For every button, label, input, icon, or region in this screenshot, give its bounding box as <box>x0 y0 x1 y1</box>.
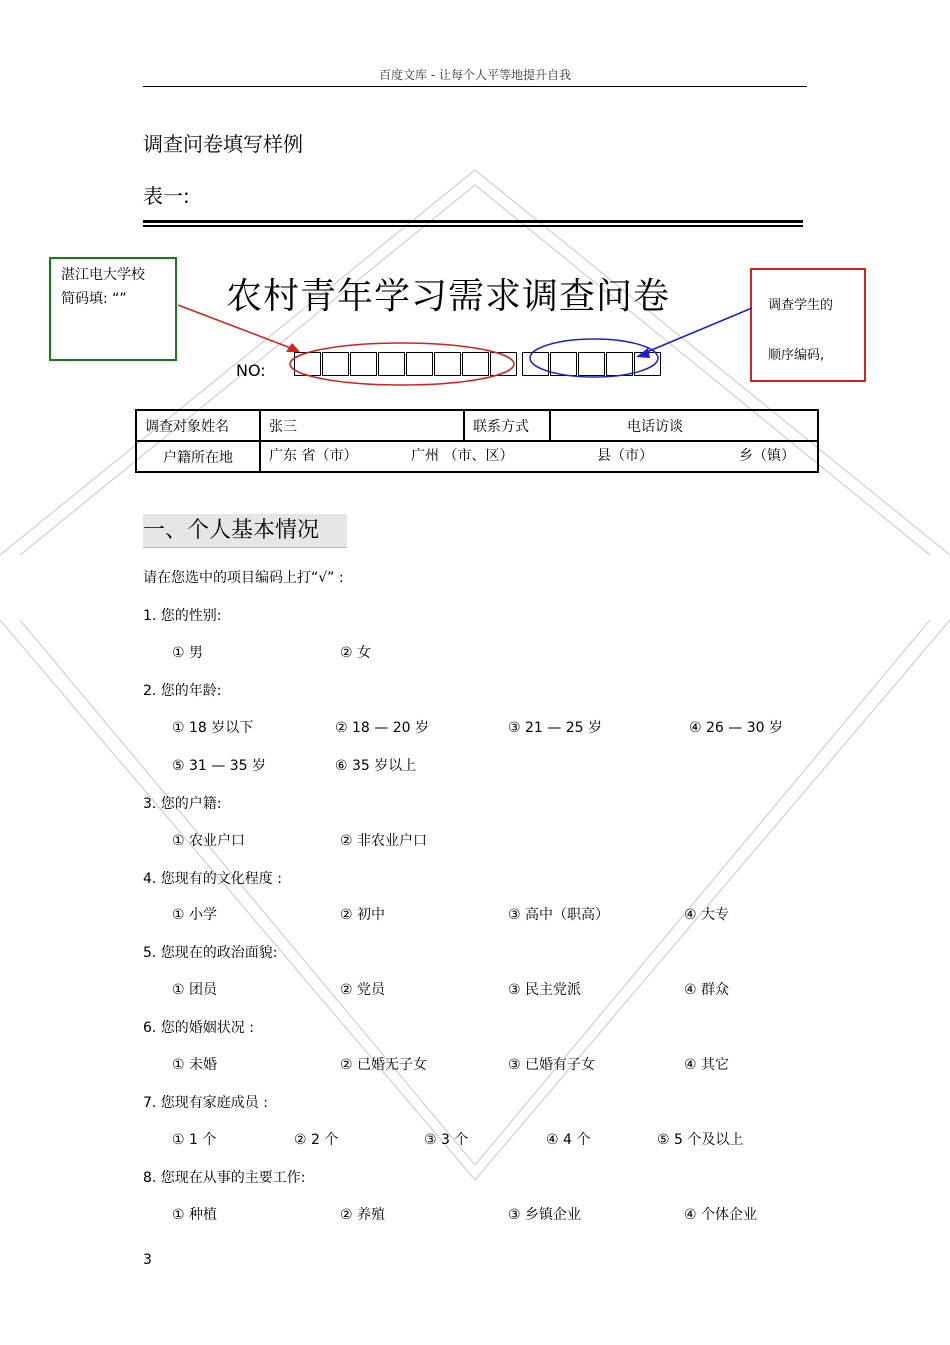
survey-title: 农村青年学习需求调查问卷 <box>226 276 671 317</box>
option[interactable]: ④ 其它 <box>684 1057 730 1073</box>
household-label: 户籍所在地 <box>136 441 260 472</box>
city-field: 广州 （市、区） <box>411 448 514 464</box>
question-8: 8. 您现在从事的主要工作: <box>143 1170 306 1186</box>
instruction-text: 请在您选中的项目编码上打“√” : <box>143 570 344 586</box>
blue-ellipse <box>530 339 658 377</box>
household-value[interactable] <box>260 441 818 472</box>
question-7: 7. 您现有家庭成员 : <box>143 1095 268 1111</box>
option[interactable]: ① 农业户口 <box>172 833 246 849</box>
table-row <box>136 410 818 441</box>
option[interactable]: ③ 高中（职高） <box>508 907 610 923</box>
option[interactable]: ④ 26 — 30 岁 <box>689 720 783 736</box>
table-label: 表一: <box>143 184 190 208</box>
county-field: 县（市） <box>597 448 653 464</box>
blue-arrowhead <box>636 348 650 358</box>
option[interactable]: ③ 民主党派 <box>508 982 582 998</box>
township-field: 乡（镇） <box>739 448 795 464</box>
red-ellipse <box>290 343 514 385</box>
option[interactable]: ⑥ 35 岁以上 <box>335 758 417 774</box>
option[interactable]: ① 种植 <box>172 1207 218 1223</box>
callout-right-line2: 顺序编码, <box>768 348 825 363</box>
option[interactable]: ④ 个体企业 <box>684 1207 758 1223</box>
option[interactable]: ② 2 个 <box>294 1132 339 1148</box>
option[interactable]: ② 18 — 20 岁 <box>335 720 429 736</box>
callout-left-line2: 简码填: “” <box>61 291 127 307</box>
red-arrow <box>178 305 296 350</box>
callout-right-line1: 调查学生的 <box>768 298 834 313</box>
no-label: NO: <box>236 361 266 380</box>
option[interactable]: ② 已婚无子女 <box>340 1057 428 1073</box>
question-5: 5. 您现在的政治面貌: <box>143 945 278 961</box>
table-row <box>136 441 818 472</box>
option[interactable]: ③ 乡镇企业 <box>508 1207 582 1223</box>
question-1: 1. 您的性别: <box>143 608 222 624</box>
page-header: 百度文库 - 让每个人平等地提升自我 <box>379 68 571 82</box>
name-value[interactable]: 张三 <box>260 410 464 441</box>
option[interactable]: ② 养殖 <box>340 1207 386 1223</box>
option[interactable]: ④ 大专 <box>684 907 730 923</box>
option[interactable]: ④ 群众 <box>684 982 730 998</box>
name-label: 调查对象姓名 <box>136 410 260 441</box>
option[interactable]: ④ 4 个 <box>546 1132 591 1148</box>
page-title: 调查问卷填写样例 <box>143 132 303 156</box>
respondent-info-table <box>135 409 819 473</box>
option[interactable]: ② 女 <box>340 645 372 661</box>
annotation-overlay <box>0 0 950 420</box>
option[interactable]: ① 1 个 <box>172 1132 217 1148</box>
option[interactable]: ⑤ 5 个及以上 <box>657 1132 744 1148</box>
option[interactable]: ⑤ 31 — 35 岁 <box>172 758 266 774</box>
callout-left-line1: 湛江电大学校 <box>61 267 145 283</box>
option[interactable]: ③ 21 — 25 岁 <box>508 720 602 736</box>
option[interactable]: ③ 3 个 <box>424 1132 469 1148</box>
question-4: 4. 您现有的文化程度 : <box>143 871 282 887</box>
section-heading: 一、个人基本情况 <box>143 514 347 548</box>
question-2: 2. 您的年龄: <box>143 683 222 699</box>
option[interactable]: ① 18 岁以下 <box>172 720 254 736</box>
question-3: 3. 您的户籍: <box>143 796 222 812</box>
option[interactable]: ③ 已婚有子女 <box>508 1057 596 1073</box>
contact-label: 联系方式 <box>464 410 550 441</box>
option[interactable]: ① 未婚 <box>172 1057 218 1073</box>
option[interactable]: ① 小学 <box>172 907 218 923</box>
page-number: 3 <box>143 1252 152 1268</box>
blue-arrow <box>642 308 752 354</box>
option[interactable]: ② 非农业户口 <box>340 833 428 849</box>
contact-value[interactable]: 电话访谈 <box>550 410 818 441</box>
question-6: 6. 您的婚姻状况 : <box>143 1020 254 1036</box>
option[interactable]: ① 团员 <box>172 982 218 998</box>
option[interactable]: ① 男 <box>172 645 204 661</box>
option[interactable]: ② 初中 <box>340 907 386 923</box>
province-field: 广东 省（市） <box>269 448 358 464</box>
option[interactable]: ② 党员 <box>340 982 386 998</box>
